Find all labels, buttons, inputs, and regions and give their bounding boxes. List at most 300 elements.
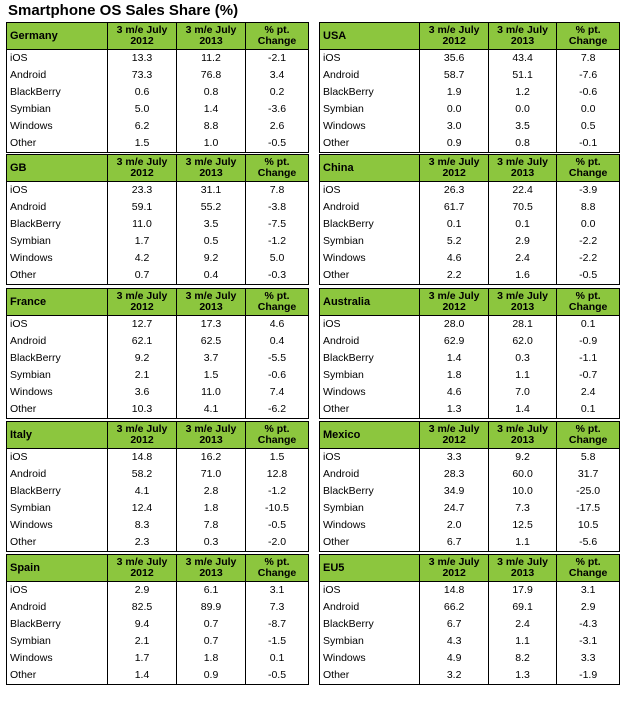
share-2012: 2.1 xyxy=(108,367,177,384)
pt-change: 2.6 xyxy=(246,118,309,135)
share-2013: 0.7 xyxy=(177,616,246,633)
share-2013: 60.0 xyxy=(488,466,556,483)
os-name: Android xyxy=(7,599,108,616)
os-name: BlackBerry xyxy=(320,350,420,367)
table-row xyxy=(7,233,309,250)
os-name: Other xyxy=(320,267,420,285)
os-name: Symbian xyxy=(7,101,108,118)
pt-change: 3.4 xyxy=(246,67,309,84)
share-2013: 22.4 xyxy=(488,182,556,200)
os-name: Symbian xyxy=(7,633,108,650)
country-name: EU5 xyxy=(320,555,420,582)
os-name: Other xyxy=(7,267,108,285)
pt-change: -0.5 xyxy=(246,135,309,153)
os-name: Android xyxy=(320,466,420,483)
os-name: BlackBerry xyxy=(7,216,108,233)
pt-change: 0.0 xyxy=(557,216,620,233)
pt-change: 8.8 xyxy=(557,199,620,216)
os-name: BlackBerry xyxy=(320,616,420,633)
share-2012: 12.7 xyxy=(108,316,177,334)
share-2013: 51.1 xyxy=(488,67,556,84)
share-2013: 69.1 xyxy=(488,599,556,616)
share-2012: 34.9 xyxy=(420,483,488,500)
share-2012: 35.6 xyxy=(420,50,488,68)
os-name: iOS xyxy=(7,449,108,467)
os-name: BlackBerry xyxy=(320,483,420,500)
share-2012: 73.3 xyxy=(108,67,177,84)
share-2013: 0.9 xyxy=(177,667,246,685)
share-2013: 3.7 xyxy=(177,350,246,367)
table-row xyxy=(7,333,309,350)
pt-change: -0.5 xyxy=(557,267,620,285)
country-name: Mexico xyxy=(320,422,420,449)
column-header: % pt. Change xyxy=(246,422,309,449)
share-2012: 1.3 xyxy=(420,401,488,419)
share-2013: 2.9 xyxy=(488,233,556,250)
pt-change: -3.1 xyxy=(557,633,620,650)
pt-change: 7.8 xyxy=(557,50,620,68)
share-2013: 1.8 xyxy=(177,500,246,517)
table-row xyxy=(7,118,309,135)
os-name: BlackBerry xyxy=(320,84,420,101)
share-2012: 0.9 xyxy=(420,135,488,153)
column-header: 3 m/e July 2013 xyxy=(177,289,246,316)
table-row xyxy=(320,534,620,552)
os-name: Windows xyxy=(7,650,108,667)
table-row xyxy=(320,517,620,534)
share-2012: 26.3 xyxy=(420,182,488,200)
share-2013: 2.4 xyxy=(488,250,556,267)
os-name: BlackBerry xyxy=(320,216,420,233)
pt-change: -0.3 xyxy=(246,267,309,285)
share-2013: 62.5 xyxy=(177,333,246,350)
share-2012: 3.6 xyxy=(108,384,177,401)
table-row xyxy=(320,449,620,467)
share-2012: 0.0 xyxy=(420,101,488,118)
share-2012: 3.2 xyxy=(420,667,488,685)
share-2013: 1.2 xyxy=(488,84,556,101)
share-2013: 12.5 xyxy=(488,517,556,534)
share-2013: 0.8 xyxy=(488,135,556,153)
share-2013: 0.1 xyxy=(488,216,556,233)
pt-change: 5.0 xyxy=(246,250,309,267)
share-2013: 1.8 xyxy=(177,650,246,667)
pt-change: 2.9 xyxy=(557,599,620,616)
share-2013: 7.3 xyxy=(488,500,556,517)
country-table-usa xyxy=(319,22,620,153)
column-header: 3 m/e July 2013 xyxy=(488,155,556,182)
share-2012: 4.3 xyxy=(420,633,488,650)
share-2012: 1.8 xyxy=(420,367,488,384)
table-row xyxy=(7,517,309,534)
share-2013: 1.0 xyxy=(177,135,246,153)
table-row xyxy=(7,500,309,517)
table-row xyxy=(320,84,620,101)
os-name: Windows xyxy=(320,250,420,267)
share-2012: 4.2 xyxy=(108,250,177,267)
table-row xyxy=(320,316,620,334)
pt-change: -3.8 xyxy=(246,199,309,216)
pt-change: -17.5 xyxy=(557,500,620,517)
share-2012: 6.7 xyxy=(420,534,488,552)
column-header: 3 m/e July 2012 xyxy=(108,289,177,316)
share-2013: 0.8 xyxy=(177,84,246,101)
column-header: 3 m/e July 2012 xyxy=(108,23,177,50)
table-row xyxy=(7,599,309,616)
column-header: 3 m/e July 2013 xyxy=(488,23,556,50)
share-2012: 8.3 xyxy=(108,517,177,534)
share-2013: 10.0 xyxy=(488,483,556,500)
table-row xyxy=(320,182,620,200)
pt-change: 31.7 xyxy=(557,466,620,483)
share-2012: 62.1 xyxy=(108,333,177,350)
share-2012: 82.5 xyxy=(108,599,177,616)
table-row xyxy=(7,182,309,200)
share-2013: 8.2 xyxy=(488,650,556,667)
os-name: iOS xyxy=(7,50,108,68)
pt-change: -3.6 xyxy=(246,101,309,118)
pt-change: -2.2 xyxy=(557,250,620,267)
table-row xyxy=(7,367,309,384)
share-2012: 28.3 xyxy=(420,466,488,483)
share-2012: 6.2 xyxy=(108,118,177,135)
pt-change: -3.9 xyxy=(557,182,620,200)
country-table-gb xyxy=(6,154,309,285)
pt-change: -4.3 xyxy=(557,616,620,633)
os-name: Android xyxy=(320,199,420,216)
pt-change: 7.4 xyxy=(246,384,309,401)
pt-change: -25.0 xyxy=(557,483,620,500)
share-2013: 0.3 xyxy=(488,350,556,367)
pt-change: 0.2 xyxy=(246,84,309,101)
os-name: iOS xyxy=(7,582,108,600)
pt-change: 3.1 xyxy=(246,582,309,600)
pt-change: -0.9 xyxy=(557,333,620,350)
os-name: Other xyxy=(320,667,420,685)
country-table-eu5 xyxy=(319,554,620,685)
os-name: Android xyxy=(320,599,420,616)
share-2012: 10.3 xyxy=(108,401,177,419)
column-header: 3 m/e July 2012 xyxy=(108,422,177,449)
os-name: Other xyxy=(7,135,108,153)
table-row xyxy=(7,101,309,118)
table-row xyxy=(7,449,309,467)
column-header: % pt. Change xyxy=(557,555,620,582)
share-2013: 9.2 xyxy=(488,449,556,467)
share-2013: 43.4 xyxy=(488,50,556,68)
share-2013: 28.1 xyxy=(488,316,556,334)
share-2013: 17.9 xyxy=(488,582,556,600)
pt-change: -5.5 xyxy=(246,350,309,367)
pt-change: 0.4 xyxy=(246,333,309,350)
country-name: USA xyxy=(320,23,420,50)
pt-change: 0.1 xyxy=(246,650,309,667)
share-2013: 9.2 xyxy=(177,250,246,267)
os-name: Android xyxy=(7,466,108,483)
country-table-germany xyxy=(6,22,309,153)
column-header: % pt. Change xyxy=(557,155,620,182)
table-row xyxy=(320,650,620,667)
share-2013: 8.8 xyxy=(177,118,246,135)
pt-change: -0.7 xyxy=(557,367,620,384)
column-header: % pt. Change xyxy=(246,23,309,50)
os-name: iOS xyxy=(320,449,420,467)
share-2013: 7.8 xyxy=(177,517,246,534)
column-header: % pt. Change xyxy=(246,289,309,316)
share-2012: 2.0 xyxy=(420,517,488,534)
share-2012: 12.4 xyxy=(108,500,177,517)
share-2012: 4.9 xyxy=(420,650,488,667)
country-table-australia xyxy=(319,288,620,419)
share-2013: 1.6 xyxy=(488,267,556,285)
os-name: Symbian xyxy=(320,633,420,650)
share-2012: 11.0 xyxy=(108,216,177,233)
table-row xyxy=(7,316,309,334)
table-row xyxy=(320,333,620,350)
pt-change: 3.1 xyxy=(557,582,620,600)
country-name: Germany xyxy=(7,23,108,50)
pt-change: 0.1 xyxy=(557,316,620,334)
pt-change: 0.1 xyxy=(557,401,620,419)
pt-change: 3.3 xyxy=(557,650,620,667)
share-2012: 1.4 xyxy=(108,667,177,685)
table-row xyxy=(7,633,309,650)
share-2013: 0.4 xyxy=(177,267,246,285)
table-row xyxy=(320,401,620,419)
pt-change: -0.1 xyxy=(557,135,620,153)
os-name: Symbian xyxy=(7,500,108,517)
pt-change: -7.6 xyxy=(557,67,620,84)
os-name: Windows xyxy=(320,118,420,135)
table-row xyxy=(7,216,309,233)
table-row xyxy=(7,199,309,216)
pt-change: -0.6 xyxy=(557,84,620,101)
os-name: iOS xyxy=(7,316,108,334)
os-name: Other xyxy=(7,401,108,419)
share-2013: 1.1 xyxy=(488,534,556,552)
os-name: Windows xyxy=(7,384,108,401)
column-header: 3 m/e July 2012 xyxy=(108,555,177,582)
table-row xyxy=(7,67,309,84)
country-table-italy xyxy=(6,421,309,552)
country-table-mexico xyxy=(319,421,620,552)
column-header: 3 m/e July 2013 xyxy=(177,155,246,182)
share-2012: 24.7 xyxy=(420,500,488,517)
table-row xyxy=(7,267,309,285)
pt-change: 7.3 xyxy=(246,599,309,616)
share-2013: 0.3 xyxy=(177,534,246,552)
chart-title: Smartphone OS Sales Share (%) xyxy=(8,2,239,19)
column-header: 3 m/e July 2013 xyxy=(488,555,556,582)
share-2012: 0.6 xyxy=(108,84,177,101)
share-2012: 62.9 xyxy=(420,333,488,350)
column-header: 3 m/e July 2013 xyxy=(177,555,246,582)
pt-change: -10.5 xyxy=(246,500,309,517)
table-row xyxy=(320,599,620,616)
column-header: 3 m/e July 2013 xyxy=(488,422,556,449)
pt-change: 4.6 xyxy=(246,316,309,334)
share-2013: 0.5 xyxy=(177,233,246,250)
share-2012: 9.4 xyxy=(108,616,177,633)
share-2013: 4.1 xyxy=(177,401,246,419)
table-row xyxy=(320,633,620,650)
table-row xyxy=(7,483,309,500)
os-name: Windows xyxy=(320,384,420,401)
table-row xyxy=(320,50,620,68)
os-name: Windows xyxy=(320,517,420,534)
table-row xyxy=(7,84,309,101)
share-2012: 14.8 xyxy=(108,449,177,467)
share-2012: 4.6 xyxy=(420,250,488,267)
table-row xyxy=(320,267,620,285)
column-header: 3 m/e July 2013 xyxy=(177,422,246,449)
pt-change: -1.1 xyxy=(557,350,620,367)
pt-change: -2.0 xyxy=(246,534,309,552)
table-row xyxy=(7,135,309,153)
os-name: Other xyxy=(320,401,420,419)
share-2013: 1.5 xyxy=(177,367,246,384)
table-row xyxy=(7,350,309,367)
table-row xyxy=(320,616,620,633)
share-2012: 4.1 xyxy=(108,483,177,500)
share-2012: 3.0 xyxy=(420,118,488,135)
os-name: Android xyxy=(7,67,108,84)
share-2013: 2.4 xyxy=(488,616,556,633)
os-name: Windows xyxy=(7,250,108,267)
share-2012: 1.4 xyxy=(420,350,488,367)
share-2013: 3.5 xyxy=(177,216,246,233)
share-2013: 1.4 xyxy=(177,101,246,118)
os-name: BlackBerry xyxy=(7,616,108,633)
pt-change: 5.8 xyxy=(557,449,620,467)
share-2013: 76.8 xyxy=(177,67,246,84)
pt-change: 12.8 xyxy=(246,466,309,483)
os-name: iOS xyxy=(320,316,420,334)
share-2013: 7.0 xyxy=(488,384,556,401)
table-row xyxy=(320,483,620,500)
share-2012: 2.3 xyxy=(108,534,177,552)
column-header: 3 m/e July 2012 xyxy=(420,422,488,449)
os-name: Symbian xyxy=(7,233,108,250)
share-2012: 5.0 xyxy=(108,101,177,118)
share-2013: 17.3 xyxy=(177,316,246,334)
share-2012: 2.9 xyxy=(108,582,177,600)
os-name: iOS xyxy=(320,582,420,600)
table-row xyxy=(320,199,620,216)
pt-change: 0.0 xyxy=(557,101,620,118)
os-name: Android xyxy=(320,67,420,84)
share-2012: 3.3 xyxy=(420,449,488,467)
share-2012: 14.8 xyxy=(420,582,488,600)
os-name: iOS xyxy=(7,182,108,200)
column-header: 3 m/e July 2012 xyxy=(420,155,488,182)
share-2012: 9.2 xyxy=(108,350,177,367)
table-row xyxy=(7,534,309,552)
table-row xyxy=(320,118,620,135)
table-row xyxy=(320,233,620,250)
table-row xyxy=(320,384,620,401)
table-row xyxy=(320,350,620,367)
share-2013: 11.0 xyxy=(177,384,246,401)
os-name: Symbian xyxy=(320,101,420,118)
table-row xyxy=(7,384,309,401)
table-row xyxy=(320,250,620,267)
share-2012: 4.6 xyxy=(420,384,488,401)
pt-change: -6.2 xyxy=(246,401,309,419)
country-name: China xyxy=(320,155,420,182)
os-name: iOS xyxy=(320,50,420,68)
os-name: Android xyxy=(320,333,420,350)
share-2013: 3.5 xyxy=(488,118,556,135)
share-2013: 55.2 xyxy=(177,199,246,216)
os-name: BlackBerry xyxy=(7,350,108,367)
table-row xyxy=(320,667,620,685)
share-2012: 0.1 xyxy=(420,216,488,233)
pt-change: 0.5 xyxy=(557,118,620,135)
country-name: GB xyxy=(7,155,108,182)
share-2012: 61.7 xyxy=(420,199,488,216)
column-header: 3 m/e July 2013 xyxy=(177,23,246,50)
pt-change: -7.5 xyxy=(246,216,309,233)
os-name: Symbian xyxy=(320,367,420,384)
pt-change: -1.5 xyxy=(246,633,309,650)
table-row xyxy=(320,367,620,384)
country-name: Australia xyxy=(320,289,420,316)
share-2012: 2.2 xyxy=(420,267,488,285)
os-name: Symbian xyxy=(320,500,420,517)
share-2013: 1.3 xyxy=(488,667,556,685)
os-name: Android xyxy=(7,199,108,216)
share-2012: 2.1 xyxy=(108,633,177,650)
os-name: Other xyxy=(320,135,420,153)
pt-change: 7.8 xyxy=(246,182,309,200)
share-2013: 0.7 xyxy=(177,633,246,650)
column-header: 3 m/e July 2012 xyxy=(420,555,488,582)
share-2013: 1.1 xyxy=(488,367,556,384)
table-row xyxy=(7,50,309,68)
os-name: Symbian xyxy=(320,233,420,250)
country-table-spain xyxy=(6,554,309,685)
share-2013: 1.4 xyxy=(488,401,556,419)
pt-change: -2.1 xyxy=(246,50,309,68)
share-2013: 2.8 xyxy=(177,483,246,500)
table-row xyxy=(7,401,309,419)
share-2013: 16.2 xyxy=(177,449,246,467)
share-2013: 11.2 xyxy=(177,50,246,68)
share-2013: 31.1 xyxy=(177,182,246,200)
share-2013: 0.0 xyxy=(488,101,556,118)
os-name: Symbian xyxy=(7,367,108,384)
pt-change: 10.5 xyxy=(557,517,620,534)
pt-change: -1.9 xyxy=(557,667,620,685)
share-2013: 62.0 xyxy=(488,333,556,350)
pt-change: 1.5 xyxy=(246,449,309,467)
table-row xyxy=(7,582,309,600)
column-header: 3 m/e July 2012 xyxy=(420,23,488,50)
pt-change: -0.5 xyxy=(246,517,309,534)
os-name: BlackBerry xyxy=(7,84,108,101)
table-row xyxy=(7,650,309,667)
table-row xyxy=(320,135,620,153)
table-row xyxy=(320,101,620,118)
share-2013: 6.1 xyxy=(177,582,246,600)
share-2012: 28.0 xyxy=(420,316,488,334)
share-2013: 1.1 xyxy=(488,633,556,650)
column-header: 3 m/e July 2012 xyxy=(108,155,177,182)
share-2013: 71.0 xyxy=(177,466,246,483)
share-2012: 6.7 xyxy=(420,616,488,633)
os-name: BlackBerry xyxy=(7,483,108,500)
